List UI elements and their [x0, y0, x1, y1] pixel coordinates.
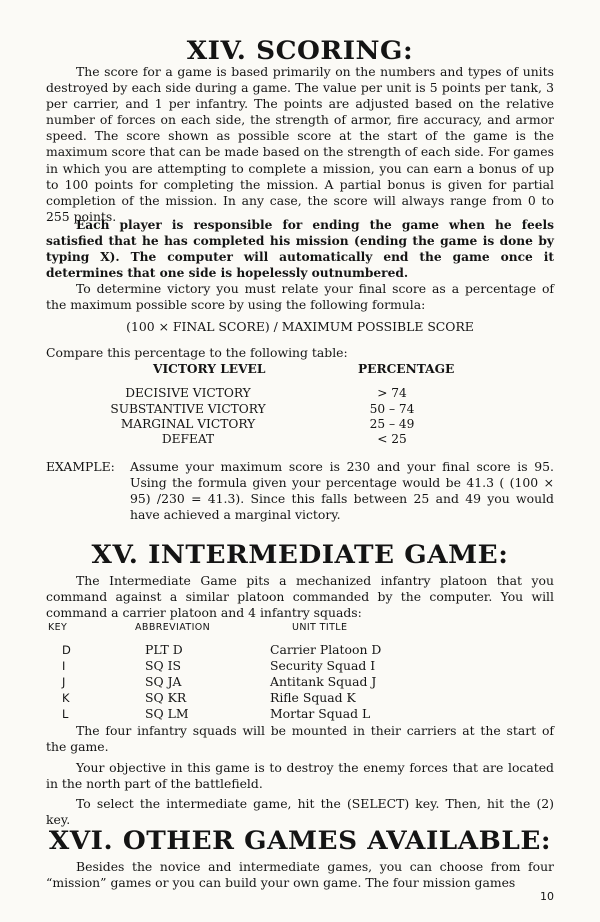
victory-percentage: 25 – 49: [369, 417, 415, 431]
victory-table-header-percentage: PERCENTAGE: [358, 362, 455, 376]
unit-abbreviation: PLT D: [145, 642, 183, 657]
unit-abbreviation: SQ LM: [145, 706, 189, 721]
unit-title: Carrier Platoon D: [270, 642, 382, 657]
example-label: EXAMPLE:: [46, 459, 115, 474]
unit-table-header-abbreviation: ABBREVIATION: [135, 622, 211, 633]
unit-key: D: [62, 643, 71, 657]
scoring-paragraph-bold: Each player is responsible for ending the game when he feels satisfied that he has completed his mission (ending the game is done by typing X). The computer will automatically end the game once it determines that one side is hopelessly outnumbered.: [46, 218, 554, 281]
scoring-paragraph-3: To determine victory you must relate your final score as a percentage of the maximum possible score by using the following formula:: [46, 281, 554, 313]
victory-level: SUBSTANTIVE VICTORY: [110, 402, 266, 416]
section-title-scoring: XIV. SCORING:: [186, 36, 414, 65]
victory-table: [0, 362, 600, 452]
intermediate-paragraph-2: The four infantry squads will be mounted in their carriers at the start of the game.: [46, 723, 554, 755]
unit-title: Rifle Squad K: [270, 690, 356, 705]
page-number: 10: [540, 890, 554, 903]
victory-percentage: > 74: [377, 386, 407, 400]
victory-percentage: 50 – 74: [369, 402, 415, 416]
intermediate-paragraph-3: Your objective in this game is to destroy the enemy forces that are located in the north part of the battlefield.: [46, 760, 554, 792]
scoring-paragraph-4: Compare this percentage to the following table:: [46, 345, 348, 360]
intermediate-paragraph-4: To select the intermediate game, hit the (SELECT) key. Then, hit the (2) key.: [46, 796, 554, 828]
victory-level: DECISIVE VICTORY: [125, 386, 251, 400]
unit-abbreviation: SQ KR: [145, 690, 187, 705]
unit-title: Mortar Squad L: [270, 706, 371, 721]
victory-level: MARGINAL VICTORY: [120, 417, 256, 431]
unit-key: L: [62, 707, 69, 721]
unit-key: J: [62, 675, 66, 689]
victory-table-header-level: VICTORY LEVEL: [153, 362, 266, 376]
unit-table-header-key: KEY: [48, 622, 68, 633]
unit-key: K: [62, 691, 70, 705]
unit-abbreviation: SQ IS: [145, 658, 181, 673]
example-text: Assume your maximum score is 230 and your final score is 95. Using the formula given your percentage would be 41.3 ( (100 × 95) /230 = 41.3). Since this falls between 25 and 49 you would have achieved a marginal victory.: [130, 459, 554, 523]
section-title-intermediate: XV. INTERMEDIATE GAME:: [91, 540, 509, 569]
unit-title: Antitank Squad J: [270, 674, 377, 689]
unit-title: Security Squad I: [270, 658, 376, 673]
intermediate-paragraph-1: The Intermediate Game pits a mechanized infantry platoon that you command against a similar platoon commanded by the computer. You will command a carrier platoon and 4 infantry squads:: [46, 573, 554, 621]
unit-key: I: [62, 659, 66, 673]
section-title-other-games: XVI. OTHER GAMES AVAILABLE:: [48, 826, 552, 855]
score-formula: (100 × FINAL SCORE) / MAXIMUM POSSIBLE SCORE: [126, 319, 474, 334]
other-games-paragraph-1: Besides the novice and intermediate games, you can choose from four “mission” games or you can build your own game. The four mission games: [46, 859, 554, 891]
victory-percentage: < 25: [377, 432, 407, 446]
victory-level: DEFEAT: [161, 432, 215, 446]
unit-abbreviation: SQ JA: [145, 674, 182, 689]
scoring-paragraph-1: The score for a game is based primarily on the numbers and types of units destroyed by each side during a game. The value per unit is 5 points per tank, 3 per carrier, and 1 per infantry. The points are adjusted based on the relative number of forces on each side, the strength of armor, fire accuracy, and armor speed. The score shown as possible score at the start of the game is the maximum score that can be made based on the strength of each side. For games in which you are attempting to complete a mission, you can earn a bonus of up to 100 points for completing the mission. A partial bonus is given for partial completion of the mission. In any case, the score will always range from 0 to 255 points.: [46, 64, 554, 224]
unit-table-header-title: UNIT TITLE: [292, 622, 348, 633]
